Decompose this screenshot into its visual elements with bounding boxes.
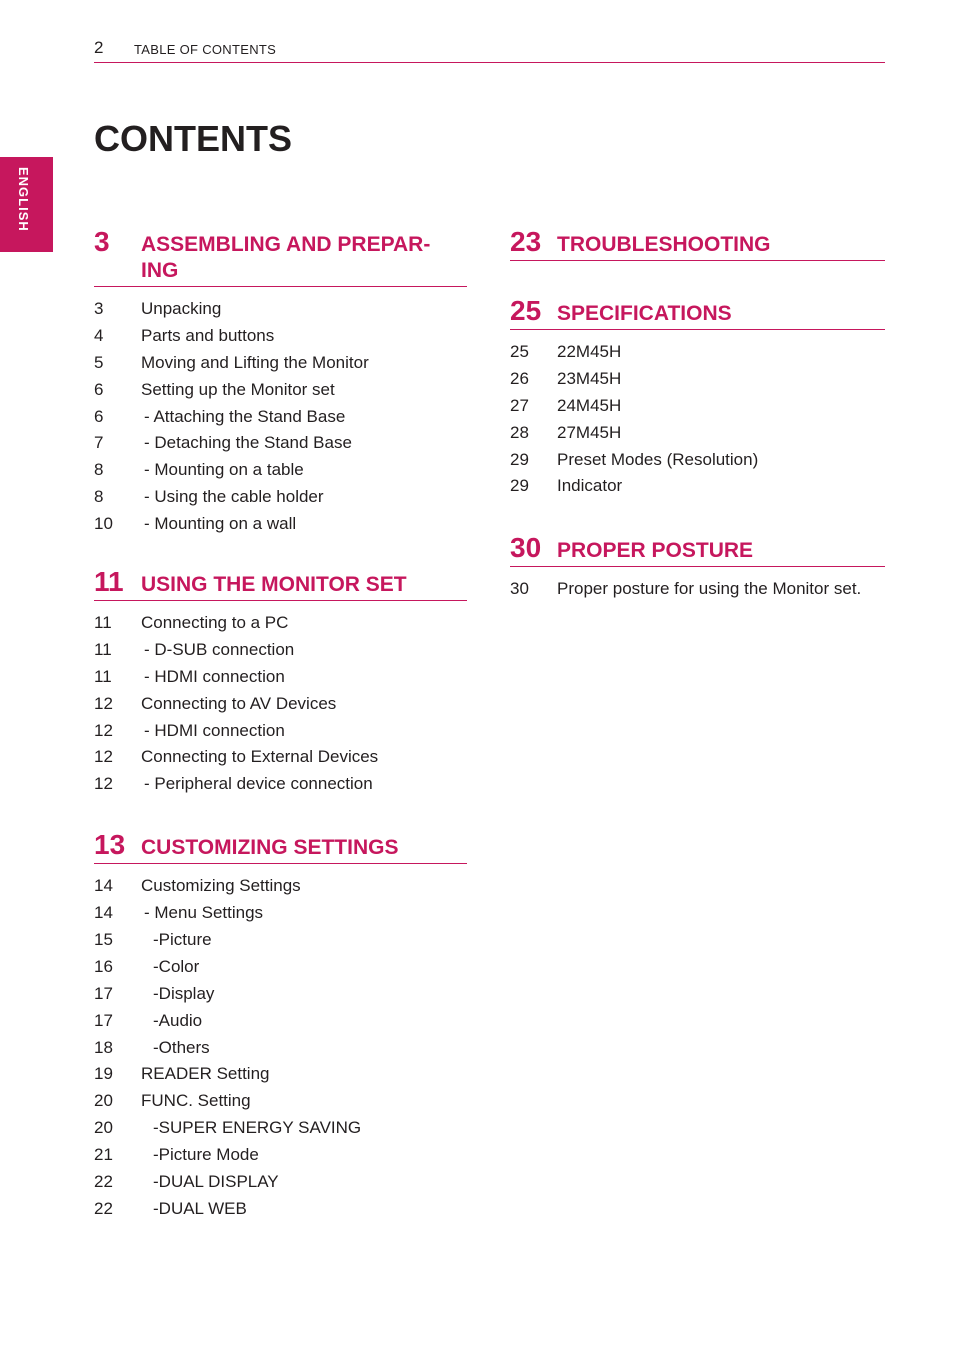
section-page-number: 25 bbox=[510, 295, 542, 326]
section-heading[interactable] bbox=[510, 228, 885, 261]
toc-item-page: 28 bbox=[510, 422, 529, 442]
toc-item-label: Connecting to External Devices bbox=[141, 747, 379, 767]
toc-item-page: 7 bbox=[94, 433, 104, 453]
toc-item[interactable] bbox=[510, 339, 885, 366]
toc-item-label: - Mounting on a table bbox=[144, 460, 304, 480]
toc-item-label: Unpacking bbox=[141, 299, 222, 318]
toc-item[interactable] bbox=[510, 366, 885, 393]
toc-item[interactable] bbox=[94, 1196, 467, 1223]
section-page-number: 11 bbox=[94, 566, 124, 598]
toc-item-label: Preset Modes (Resolution) bbox=[557, 449, 759, 469]
toc-item[interactable] bbox=[94, 350, 467, 377]
toc-item[interactable] bbox=[94, 691, 467, 718]
toc-item[interactable] bbox=[94, 1088, 467, 1115]
toc-item-page: 17 bbox=[94, 1010, 113, 1030]
toc-item-label: 24M45H bbox=[557, 395, 622, 415]
toc-item-label: - HDMI connection bbox=[144, 720, 285, 740]
toc-item-label: Setting up the Monitor set bbox=[141, 379, 335, 399]
section-page-number: 3 bbox=[94, 226, 110, 257]
toc-item[interactable] bbox=[94, 637, 467, 664]
toc-item[interactable] bbox=[94, 873, 467, 900]
toc-item-page: 11 bbox=[94, 666, 112, 686]
section-page-number: 13 bbox=[94, 829, 126, 861]
toc-item-label: Proper posture for using the Monitor set. bbox=[557, 579, 862, 599]
toc-item-page: 12 bbox=[94, 720, 113, 740]
toc-item[interactable] bbox=[94, 296, 467, 323]
toc-item-label: Indicator bbox=[557, 476, 623, 496]
section-item-list bbox=[94, 864, 467, 1223]
toc-item-label: - Attaching the Stand Base bbox=[144, 406, 346, 426]
toc-item-page: 8 bbox=[94, 460, 104, 480]
section-item-list bbox=[94, 601, 467, 798]
header-title: TABLE OF CONTENTS bbox=[134, 42, 277, 57]
section-heading[interactable] bbox=[94, 568, 467, 601]
toc-item-label: -Display bbox=[153, 983, 215, 1003]
section-item-list bbox=[94, 287, 467, 538]
toc-item-page: 15 bbox=[94, 930, 113, 950]
toc-item[interactable] bbox=[94, 484, 467, 511]
toc-item-page: 27 bbox=[510, 395, 529, 415]
toc-item[interactable] bbox=[94, 900, 467, 927]
toc-item-page: 11 bbox=[94, 639, 112, 659]
toc-item-label: -DUAL WEB bbox=[153, 1198, 247, 1218]
toc-item-label: - Detaching the Stand Base bbox=[144, 433, 352, 453]
toc-item-label: FUNC. Setting bbox=[141, 1091, 251, 1111]
toc-item[interactable] bbox=[94, 927, 467, 954]
toc-item[interactable] bbox=[94, 323, 467, 350]
toc-item-label: - Using the cable holder bbox=[144, 487, 324, 507]
toc-item[interactable] bbox=[94, 771, 467, 798]
section-heading[interactable] bbox=[94, 228, 467, 287]
toc-item[interactable] bbox=[94, 1142, 467, 1169]
toc-item-label: - HDMI connection bbox=[144, 666, 285, 686]
toc-item-page: 30 bbox=[510, 579, 529, 599]
section-item-list bbox=[510, 567, 885, 603]
toc-item-page: 29 bbox=[510, 449, 529, 469]
toc-item-page: 26 bbox=[510, 368, 529, 388]
toc-item-label: Parts and buttons bbox=[141, 325, 275, 345]
toc-item[interactable] bbox=[94, 954, 467, 981]
toc-item-page: 5 bbox=[94, 352, 104, 372]
toc-item-label: -Picture bbox=[153, 930, 212, 950]
toc-item-page: 11 bbox=[94, 613, 112, 633]
toc-item[interactable] bbox=[94, 1115, 467, 1142]
toc-item-label: -Audio bbox=[153, 1010, 203, 1030]
toc-item-label: 23M45H bbox=[557, 368, 622, 388]
toc-item[interactable] bbox=[94, 664, 467, 691]
toc-item-page: 19 bbox=[94, 1064, 113, 1084]
toc-item-label: -SUPER ENERGY SAVING bbox=[153, 1118, 362, 1138]
toc-item-label: -Color bbox=[153, 956, 200, 976]
toc-item-page: 12 bbox=[94, 747, 113, 767]
toc-item-page: 17 bbox=[94, 983, 113, 1003]
toc-item-label: - Mounting on a wall bbox=[144, 514, 297, 534]
toc-item-label: - Menu Settings bbox=[144, 903, 264, 923]
toc-item-page: 6 bbox=[94, 379, 104, 399]
toc-item-page: 12 bbox=[94, 774, 113, 794]
toc-item-page: 20 bbox=[94, 1118, 113, 1138]
toc-item-label: -Others bbox=[153, 1037, 210, 1057]
language-tab-label: ENGLISH bbox=[16, 167, 31, 232]
language-tab bbox=[0, 157, 53, 252]
toc-section bbox=[94, 228, 467, 538]
toc-item[interactable] bbox=[94, 610, 467, 637]
toc-section bbox=[510, 534, 885, 603]
toc-item-label: 27M45H bbox=[557, 422, 622, 442]
section-heading[interactable] bbox=[510, 297, 885, 330]
toc-item-label: Customizing Settings bbox=[141, 876, 301, 896]
toc-item[interactable] bbox=[510, 420, 885, 447]
toc-item-label: 22M45H bbox=[557, 342, 622, 361]
toc-section bbox=[510, 228, 885, 261]
toc-item-page: 22 bbox=[94, 1172, 113, 1192]
toc-item-page: 10 bbox=[94, 514, 113, 534]
toc-item-page: 12 bbox=[94, 693, 113, 713]
toc-item-label: - Peripheral device connection bbox=[144, 774, 373, 794]
toc-item[interactable] bbox=[510, 473, 885, 500]
toc-item-page: 21 bbox=[94, 1145, 113, 1165]
toc-item-label: - D-SUB connection bbox=[144, 639, 295, 659]
toc-item-label: -DUAL DISPLAY bbox=[153, 1172, 279, 1192]
toc-section bbox=[94, 568, 467, 798]
toc-item[interactable] bbox=[94, 1169, 467, 1196]
toc-item-page: 22 bbox=[94, 1198, 113, 1218]
toc-item-page: 14 bbox=[94, 876, 113, 896]
toc-item-page: 6 bbox=[94, 406, 104, 426]
toc-item-label: Connecting to a PC bbox=[141, 613, 289, 633]
toc-item[interactable] bbox=[94, 1061, 467, 1088]
toc-item[interactable] bbox=[94, 1008, 467, 1035]
toc-item-label: Moving and Lifting the Monitor bbox=[141, 352, 369, 372]
toc-item[interactable] bbox=[94, 430, 467, 457]
page-number: 2 bbox=[94, 38, 104, 57]
page-header bbox=[94, 38, 885, 63]
toc-item[interactable] bbox=[94, 511, 467, 538]
section-page-number: 30 bbox=[510, 532, 542, 564]
toc-item-page: 3 bbox=[94, 299, 104, 318]
toc-item[interactable] bbox=[510, 576, 885, 603]
toc-item-page: 14 bbox=[94, 903, 113, 923]
toc-item-page: 8 bbox=[94, 487, 104, 507]
section-heading[interactable] bbox=[510, 534, 885, 567]
toc-item[interactable] bbox=[94, 404, 467, 431]
toc-item[interactable] bbox=[94, 1035, 467, 1062]
page-title: CONTENTS bbox=[94, 118, 292, 159]
toc-column-left bbox=[94, 228, 467, 1223]
section-item-list bbox=[510, 330, 885, 500]
toc-item-page: 20 bbox=[94, 1091, 113, 1111]
toc-item-label: READER Setting bbox=[141, 1064, 270, 1084]
toc-item[interactable] bbox=[94, 457, 467, 484]
toc-item[interactable] bbox=[94, 377, 467, 404]
section-title: ASSEMBLING AND PREPAR- ING bbox=[141, 233, 431, 282]
section-title: PROPER POSTURE bbox=[557, 539, 754, 563]
toc-item[interactable] bbox=[94, 981, 467, 1008]
toc-section bbox=[510, 297, 885, 500]
toc-item-page: 18 bbox=[94, 1037, 113, 1057]
toc-item-label: -Picture Mode bbox=[153, 1145, 259, 1165]
toc-item-label: Connecting to AV Devices bbox=[141, 693, 337, 713]
toc-item-page: 25 bbox=[510, 342, 529, 361]
section-heading[interactable] bbox=[94, 831, 467, 864]
toc-section bbox=[94, 831, 467, 1223]
toc-item[interactable] bbox=[510, 447, 885, 474]
section-title: TROUBLESHOOTING bbox=[557, 233, 771, 256]
toc-item[interactable] bbox=[510, 393, 885, 420]
section-page-number: 23 bbox=[510, 226, 542, 257]
toc-column-right bbox=[510, 228, 885, 603]
toc-item[interactable] bbox=[94, 744, 467, 771]
toc-item[interactable] bbox=[94, 718, 467, 745]
section-title: CUSTOMIZING SETTINGS bbox=[141, 836, 399, 860]
section-title: USING THE MONITOR SET bbox=[141, 573, 407, 597]
toc-item-page: 29 bbox=[510, 476, 529, 496]
section-title: SPECIFICATIONS bbox=[557, 302, 732, 325]
toc-item-page: 16 bbox=[94, 956, 113, 976]
toc-item-page: 4 bbox=[94, 325, 104, 345]
